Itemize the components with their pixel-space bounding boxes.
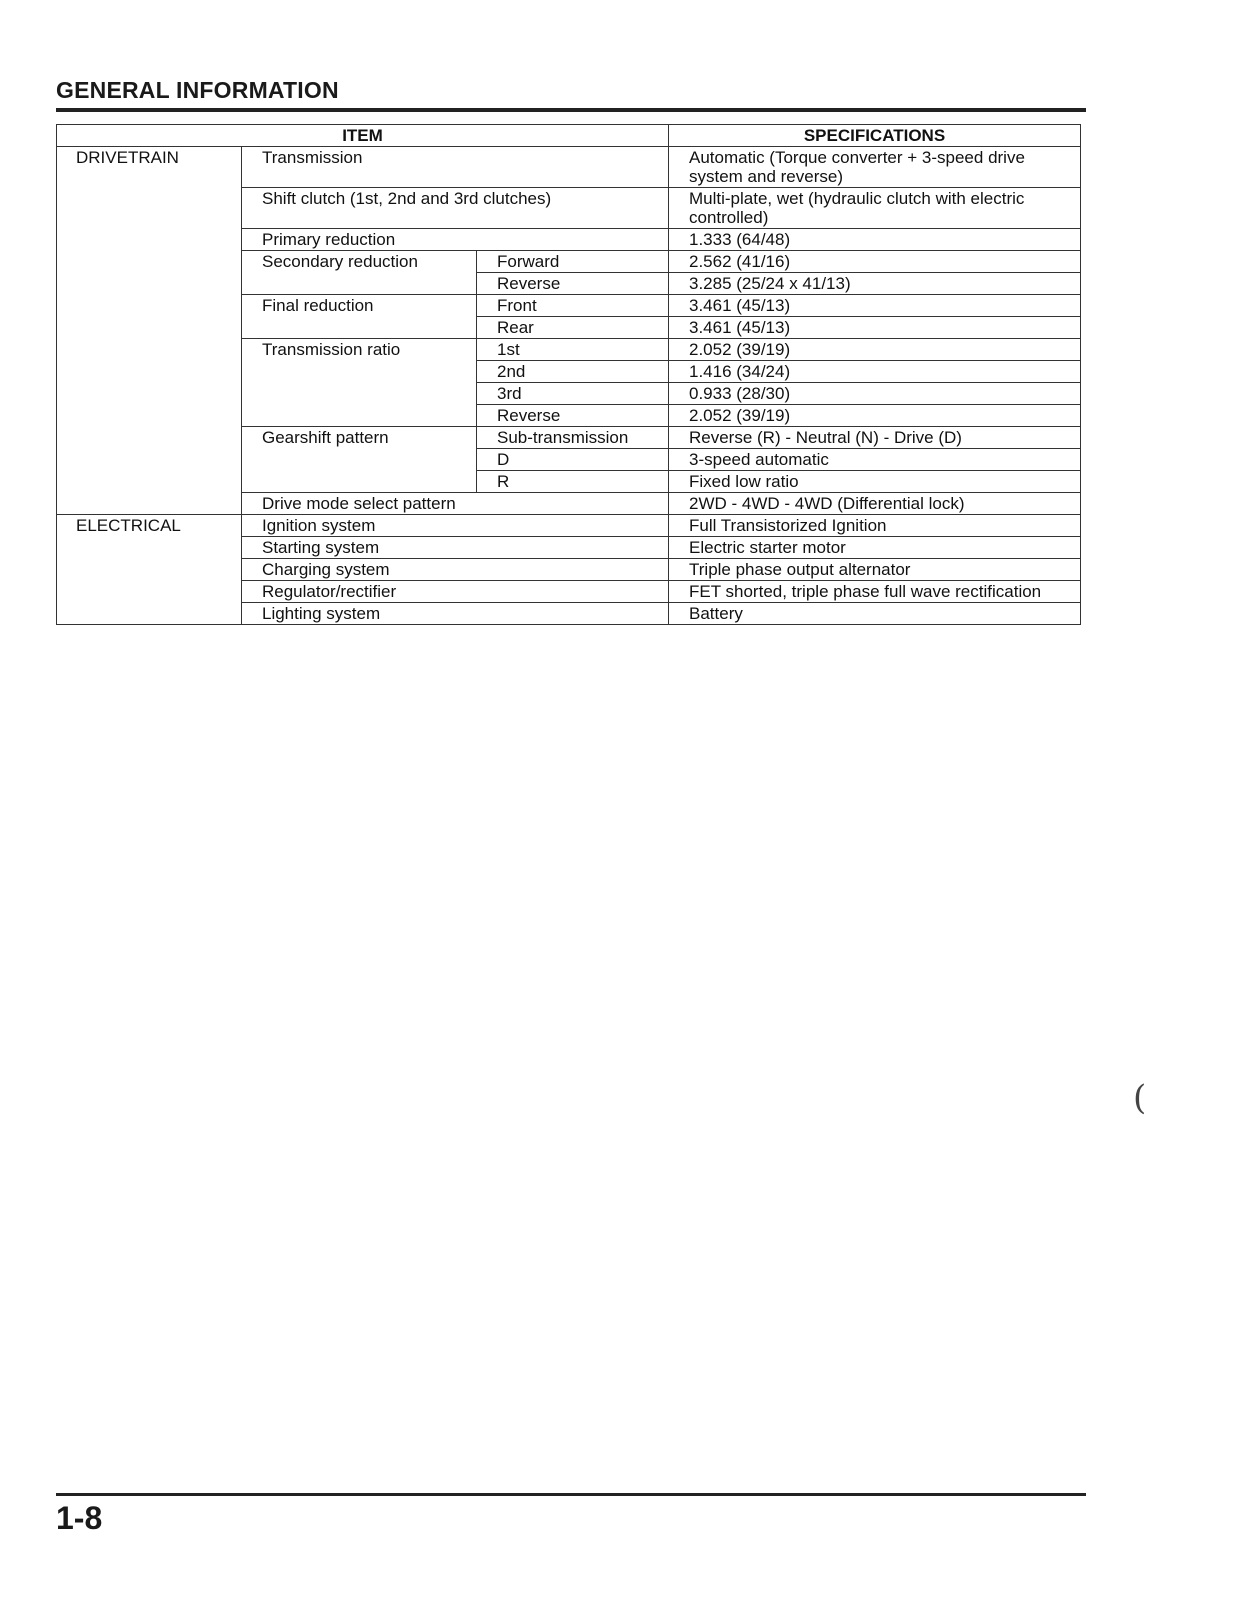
sub-item-cell: Reverse — [477, 405, 669, 427]
spec-cell: 3-speed automatic — [669, 449, 1081, 471]
item-cell: Lighting system — [242, 603, 669, 625]
spec-cell: Battery — [669, 603, 1081, 625]
item-cell: Transmission — [242, 147, 669, 188]
spec-cell: FET shorted, triple phase full wave rectification — [669, 581, 1081, 603]
sub-item-cell: Forward — [477, 251, 669, 273]
page-title: GENERAL INFORMATION — [56, 77, 339, 103]
item-cell: Primary reduction — [242, 229, 669, 251]
item-cell: Regulator/rectifier — [242, 581, 669, 603]
sub-item-cell: 2nd — [477, 361, 669, 383]
spec-cell: Electric starter motor — [669, 537, 1081, 559]
spec-cell: 3.461 (45/13) — [669, 295, 1081, 317]
item-cell: Transmission ratio — [242, 339, 477, 427]
item-cell: Starting system — [242, 537, 669, 559]
item-cell: Shift clutch (1st, 2nd and 3rd clutches) — [242, 188, 669, 229]
footer-rule — [56, 1493, 1086, 1496]
sub-item-cell: D — [477, 449, 669, 471]
sub-item-cell: Reverse — [477, 273, 669, 295]
sub-item-cell: 1st — [477, 339, 669, 361]
item-cell: Gearshift pattern — [242, 427, 477, 493]
spec-cell: 1.416 (34/24) — [669, 361, 1081, 383]
sub-item-cell: Front — [477, 295, 669, 317]
spec-cell: 2WD - 4WD - 4WD (Differential lock) — [669, 493, 1081, 515]
spec-cell: Reverse (R) - Neutral (N) - Drive (D) — [669, 427, 1081, 449]
specifications-column-header: SPECIFICATIONS — [669, 125, 1081, 147]
item-cell: Drive mode select pattern — [242, 493, 669, 515]
category-electrical: ELECTRICAL — [57, 515, 242, 625]
item-cell: Final reduction — [242, 295, 477, 339]
item-cell: Secondary reduction — [242, 251, 477, 295]
specifications-table — [56, 124, 1081, 625]
sub-item-cell: Rear — [477, 317, 669, 339]
sub-item-cell: Sub-transmission — [477, 427, 669, 449]
item-cell: Charging system — [242, 559, 669, 581]
spec-cell: 2.052 (39/19) — [669, 405, 1081, 427]
sub-item-cell: 3rd — [477, 383, 669, 405]
item-cell: Ignition system — [242, 515, 669, 537]
table-row — [57, 515, 1081, 537]
page-number: 1-8 — [56, 1500, 103, 1536]
spec-cell: Triple phase output alternator — [669, 559, 1081, 581]
table-header-row — [57, 125, 1081, 147]
margin-mark: ( — [1133, 1078, 1147, 1118]
category-drivetrain: DRIVETRAIN — [57, 147, 242, 515]
spec-cell: 1.333 (64/48) — [669, 229, 1081, 251]
spec-cell: Multi-plate, wet (hydraulic clutch with electric controlled) — [669, 188, 1081, 229]
spec-cell: 3.461 (45/13) — [669, 317, 1081, 339]
header-rule — [56, 108, 1086, 112]
spec-cell: Automatic (Torque converter + 3-speed drive system and reverse) — [669, 147, 1081, 188]
spec-cell: 2.562 (41/16) — [669, 251, 1081, 273]
spec-cell: Full Transistorized Ignition — [669, 515, 1081, 537]
sub-item-cell: R — [477, 471, 669, 493]
spec-cell: Fixed low ratio — [669, 471, 1081, 493]
table-row — [57, 147, 1081, 188]
item-column-header: ITEM — [57, 125, 669, 147]
spec-cell: 3.285 (25/24 x 41/13) — [669, 273, 1081, 295]
spec-cell: 2.052 (39/19) — [669, 339, 1081, 361]
spec-cell: 0.933 (28/30) — [669, 383, 1081, 405]
